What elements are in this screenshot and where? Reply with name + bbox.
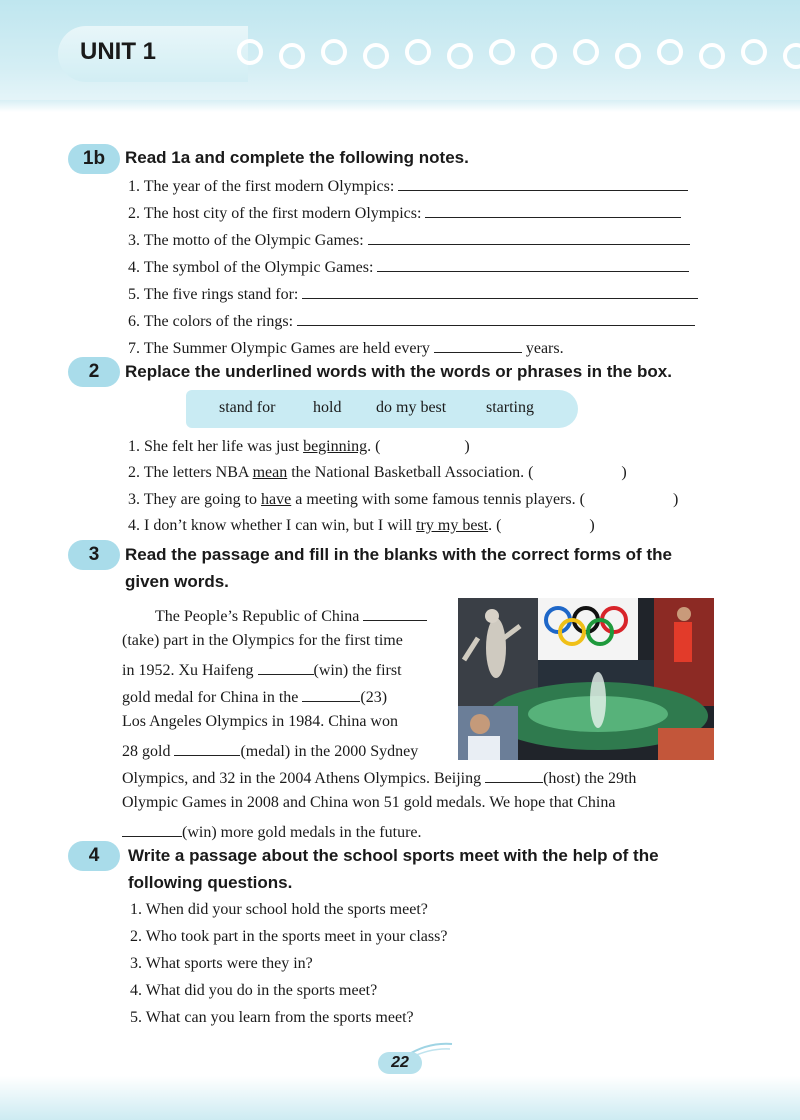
question-item-4: 4. What did you do in the sports meet? xyxy=(130,982,378,999)
answer-blank[interactable] xyxy=(485,766,543,783)
passage-line: Olympic Games in 2008 and China won 51 gold medals. We hope that China xyxy=(122,794,616,811)
answer-blank[interactable] xyxy=(398,174,688,191)
section-title-3-line2: given words. xyxy=(125,572,229,591)
section-badge-1b: 1b xyxy=(68,144,120,174)
answer-blank[interactable] xyxy=(302,685,360,702)
unit-title: UNIT 1 xyxy=(80,38,157,65)
answer-blank[interactable] xyxy=(377,255,689,272)
word-box xyxy=(186,390,578,428)
question-item-3: 3. What sports were they in? xyxy=(130,955,313,972)
passage-line: 28 gold (medal) in the 2000 Sydney xyxy=(122,739,418,762)
passage-line: Olympics, and 32 in the 2004 Athens Olympics. Beijing (host) the 29th xyxy=(122,766,636,789)
note-item-4: 4. The symbol of the Olympic Games: xyxy=(128,255,689,278)
box-word: do my best xyxy=(376,399,447,416)
page-number: 22 xyxy=(378,1052,422,1074)
note-item-6: 6. The colors of the rings: xyxy=(128,309,695,332)
passage-line: (win) more gold medals in the future. xyxy=(122,820,422,843)
answer-blank[interactable] xyxy=(297,309,695,326)
note-item-7: 7. The Summer Olympic Games are held every years. xyxy=(128,336,564,359)
passage-line: in 1952. Xu Haifeng (win) the first xyxy=(122,658,402,681)
passage-line: (take) part in the Olympics for the first time xyxy=(122,632,403,649)
replace-item-3: 3. They are going to have a meeting with some famous tennis players. ( ) xyxy=(128,491,679,508)
question-item-2: 2. Who took part in the sports meet in your class? xyxy=(130,928,448,945)
replace-item-2: 2. The letters NBA mean the National Basketball Association. ( ) xyxy=(128,464,627,481)
section-title-4-line1: Write a passage about the school sports meet with the help of the xyxy=(128,846,659,865)
box-word: starting xyxy=(486,399,534,416)
passage-line: Los Angeles Olympics in 1984. China won xyxy=(122,713,398,730)
section-title-4-line2: following questions. xyxy=(128,873,293,892)
section-badge-2: 2 xyxy=(68,357,120,387)
passage-line: The People’s Republic of China xyxy=(155,604,427,627)
answer-blank[interactable] xyxy=(363,604,427,621)
replace-item-4: 4. I don’t know whether I can win, but I will try my best. ( ) xyxy=(128,517,595,534)
answer-blank[interactable] xyxy=(302,282,698,299)
answer-blank[interactable] xyxy=(122,820,182,837)
answer-blank[interactable] xyxy=(258,658,314,675)
box-word: stand for xyxy=(219,399,276,416)
box-word: hold xyxy=(313,399,342,416)
note-item-3: 3. The motto of the Olympic Games: xyxy=(128,228,690,251)
section-title-3-line1: Read the passage and fill in the blanks with the correct forms of the xyxy=(125,545,672,564)
note-item-5: 5. The five rings stand for: xyxy=(128,282,698,305)
answer-blank[interactable] xyxy=(425,201,681,218)
answer-blank[interactable] xyxy=(434,336,522,353)
page-header xyxy=(0,0,800,112)
question-item-1: 1. When did your school hold the sports meet? xyxy=(130,901,428,918)
question-item-5: 5. What can you learn from the sports meet? xyxy=(130,1009,414,1026)
answer-blank[interactable] xyxy=(174,739,240,756)
olympics-photo-collage xyxy=(458,598,714,760)
page-footer xyxy=(0,1076,800,1120)
note-item-2: 2. The host city of the first modern Olympics: xyxy=(128,201,681,224)
section-title-2: Replace the underlined words with the words or phrases in the box. xyxy=(125,362,672,381)
replace-item-1: 1. She felt her life was just beginning. ( ) xyxy=(128,438,470,455)
section-title-1b: Read 1a and complete the following notes. xyxy=(125,148,469,167)
note-item-1: 1. The year of the first modern Olympics: xyxy=(128,174,688,197)
section-badge-4: 4 xyxy=(68,841,120,871)
answer-blank[interactable] xyxy=(368,228,690,245)
passage-line: gold medal for China in the (23) xyxy=(122,685,387,708)
section-badge-3: 3 xyxy=(68,540,120,570)
decorative-rings-icon xyxy=(236,36,800,72)
